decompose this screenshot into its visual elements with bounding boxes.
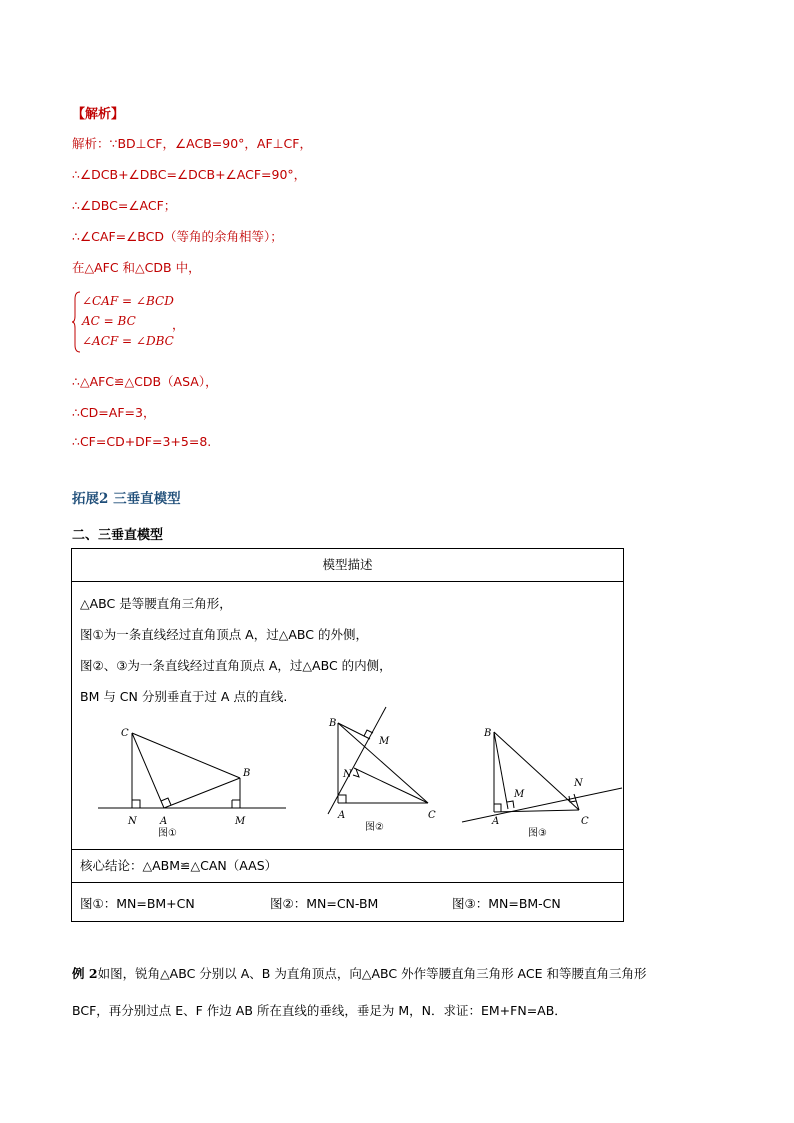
fig2-caption: 图② — [365, 822, 384, 833]
desc-line: 图①为一条直线经过直角顶点 A，过△ABC 的外侧， — [80, 627, 368, 642]
example-text-2: BCF，再分别过点 E、F 作边 AB 所在直线的垂线，垂足为 M，N．求证：EM+FN=AB． — [72, 1003, 567, 1018]
fig2-label-C: C — [428, 810, 436, 821]
section-title: 拓展2 三垂直模型 — [72, 491, 181, 507]
fig2-label-B: B — [329, 718, 337, 729]
fig2-label-N: N — [343, 769, 352, 780]
desc-line: BM 与 CN 分别垂直于过 A 点的直线. — [80, 689, 288, 704]
analysis-label: 【解析】 — [72, 107, 125, 122]
fig3-label-A: A — [492, 816, 500, 827]
fig3-label-M: M — [514, 789, 525, 800]
model-description — [72, 582, 624, 850]
analysis-line-5: 在△AFC 和△CDB 中， — [72, 260, 201, 275]
analysis-line-4: ∴∠CAF=∠BCD（等角的余角相等）； — [72, 229, 283, 244]
figure-1 — [88, 712, 288, 842]
formula-fig3: 图③：MN=BM-CN — [452, 896, 561, 911]
fig1-label-A: A — [160, 816, 168, 827]
desc-line: △ABC 是等腰直角三角形， — [80, 596, 232, 611]
system-suffix: ， — [172, 317, 185, 332]
desc-line: 图②、③为一条直线经过直角顶点 A，过△ABC 的内侧， — [80, 658, 392, 673]
analysis-line-1: 解析：∵BD⊥CF，∠ACB=90°，AF⊥CF， — [72, 136, 312, 151]
system-brace — [72, 291, 82, 353]
fig3-label-N: N — [574, 778, 583, 789]
fig1-label-B: B — [243, 768, 251, 779]
example-text-1: 如图，锐角△ABC 分别以 A、B 为直角顶点，向△ABC 外作等腰直角三角形 ACE 和等腰直角三角形 — [97, 966, 647, 981]
analysis-line-3: ∴∠DBC=∠ACF； — [72, 198, 177, 213]
conclusion-line-3: ∴CF=CD+DF=3+5=8. — [72, 434, 212, 449]
table-header: 模型描述 — [72, 549, 624, 582]
conclusion-line-2: ∴CD=AF=3， — [72, 405, 156, 420]
figures-row — [80, 712, 613, 849]
formula-fig1: 图①：MN=BM+CN — [80, 896, 195, 911]
fig3-label-B: B — [484, 728, 492, 739]
section-subtitle: 二、三垂直模型 — [72, 528, 164, 543]
fig3-label-C: C — [581, 816, 589, 827]
fig1-caption: 图① — [158, 828, 177, 839]
formulas-row — [72, 883, 624, 922]
figure-2 — [308, 702, 448, 842]
model-table — [71, 548, 624, 922]
fig1-label-C: C — [121, 728, 129, 739]
formula-fig2: 图②：MN=CN-BM — [270, 896, 379, 911]
conclusion-line-1: ∴△AFC≌△CDB（ASA）， — [72, 374, 218, 389]
system-line-2: AC = BC — [82, 314, 136, 328]
system-line-1: ∠CAF = ∠BCD — [82, 294, 174, 308]
example-line-1 — [72, 955, 646, 992]
fig1-label-N: N — [128, 816, 137, 827]
fig2-label-A: A — [338, 810, 346, 821]
fig2-label-M: M — [379, 736, 390, 747]
system-line-3: ∠ACF = ∠DBC — [82, 334, 174, 348]
analysis-line-2: ∴∠DCB+∠DBC=∠DCB+∠ACF=90°， — [72, 167, 307, 182]
core-conclusion: 核心结论：△ABM≌△CAN（AAS） — [72, 850, 624, 883]
figure-3 — [452, 712, 627, 842]
fig3-caption: 图③ — [528, 828, 547, 839]
fig1-label-M: M — [235, 816, 246, 827]
example-label: 例 2 — [72, 966, 98, 981]
